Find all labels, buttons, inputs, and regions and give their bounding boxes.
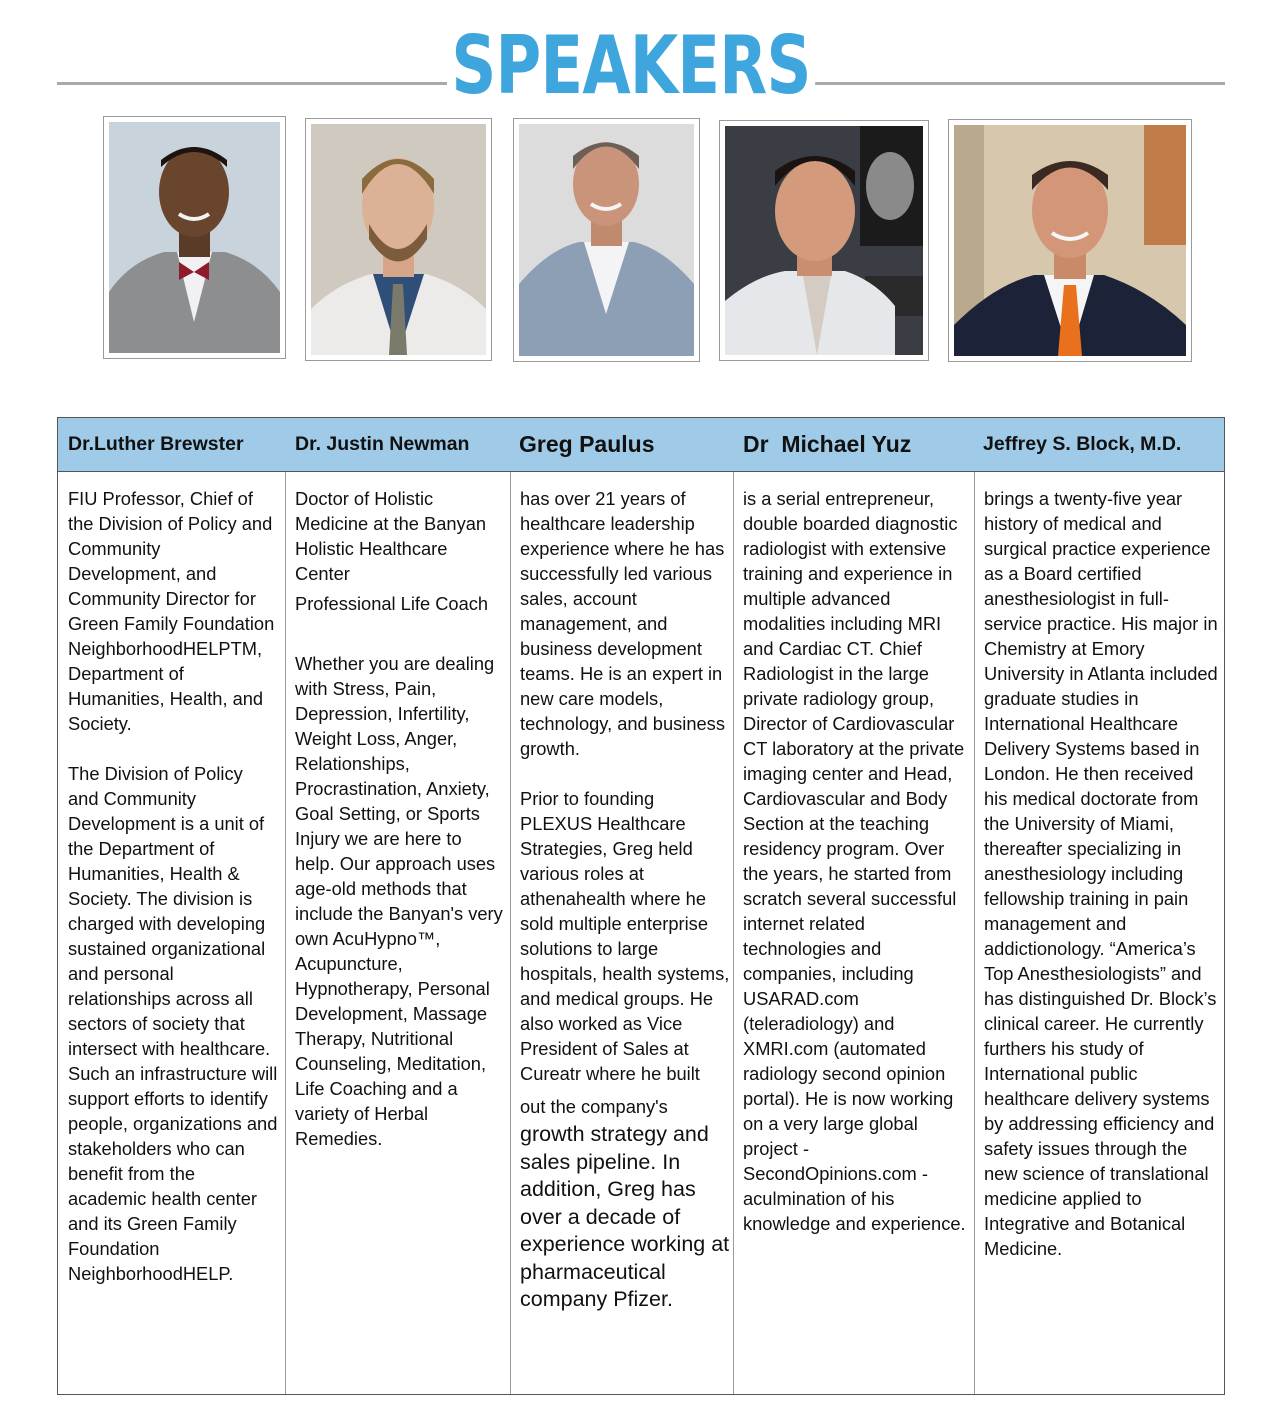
bio-paragraph: FIU Professor, Chief of the Division of Policy and Community Development, and Community Director for Green Family Foundation NeighborhoodHELPTM, Department of Humanities, Health, and Society. (68, 488, 275, 734)
bio-paragraph: is a serial entrepreneur, double boarded diagnostic radiologist with extensive training and experience in multiple advanced modalities including MRI and Cardiac CT. Chief Radiologist in the large private radiology group, Director of Cardiovascular CT laboratory at the private imaging center and Head, Cardiovascular and Body Section at the teaching residency program. Over the years, he started from scratch several successful internet related technologies and companies, including USARAD.com (teleradiology) and XMRI.com (automated radiology second opinion portal). He is now working on a very large global project - SecondOpinions.com - aculmination of his knowledge and experience. (743, 488, 966, 1234)
photo-luther-brewster (103, 116, 286, 359)
bio-paragraph: out the company's (520, 1096, 668, 1117)
bio-greg-paulus (520, 486, 730, 1314)
photo-greg-paulus (513, 118, 700, 362)
page-title-text: SPEAKERS (447, 19, 816, 112)
bio-justin-newman (295, 486, 505, 1151)
bio-paragraph: Prior to founding PLEXUS Healthcare Strategies, Greg held various roles at athenahealth where he sold multiple enterprise solutions to large hospitals, health systems, and medical groups. He also worked as Vice President of Sales at Cureatr where he built (520, 788, 730, 1084)
speaker-name-greg-paulus: Greg Paulus (519, 431, 655, 457)
speakers-table (57, 417, 1225, 1395)
portrait-icon (954, 125, 1186, 356)
photo-jeffrey-block (948, 119, 1192, 362)
bio-paragraph: Professional Life Coach (295, 593, 489, 614)
column-divider (510, 472, 511, 1394)
photo-michael-yuz (719, 120, 929, 361)
column-divider (285, 472, 286, 1394)
bio-luther-brewster (68, 486, 278, 1286)
speaker-name-michael-yuz: Dr Michael Yuz (743, 431, 912, 457)
speaker-name-luther-brewster: Dr.Luther Brewster (68, 433, 244, 455)
portrait-icon (109, 122, 280, 353)
speaker-name-jeffrey-block: Jeffrey S. Block, M.D. (983, 433, 1182, 455)
bio-michael-yuz (743, 486, 969, 1236)
bio-paragraph: Whether you are dealing with Stress, Pain, Depression, Infertility, Weight Loss, Anger, Relationships, Procrastination, Anxiety, Goal Setting, or Sports Injury we are here to help. Our approach uses age-old methods that include the Banyan's very own AcuHypno™, Acupuncture, Hypnotherapy, Personal Development, Massage Therapy, Nutritional Counseling, Meditation, Life Coaching and a variety of Herbal Remedies. (295, 653, 503, 1149)
portrait-icon (725, 126, 923, 355)
table-header-row (58, 418, 1224, 472)
portrait-icon (311, 124, 486, 355)
bio-paragraph: has over 21 years of healthcare leadership experience where he has successfully led various sales, account management, and business development teams. He is an expert in new care models, technology, and business growth. (520, 488, 725, 759)
photo-justin-newman (305, 118, 492, 361)
bio-paragraph: growth strategy and sales pipeline. In addition, Greg has over a decade of experience working at pharmaceutical company Pfizer. (520, 1122, 730, 1311)
portrait-icon (519, 124, 694, 356)
bio-paragraph: The Division of Policy and Community Development is a unit of the Department of Humanities, Health & Society. The division is charged with developing sustained organizational and personal relationships across all sectors of society that intersect with healthcare. Such an infrastructure will support efforts to identify people, organizations and stakeholders who can benefit from the academic health center and its Green Family Foundation NeighborhoodHELP. (68, 763, 278, 1284)
column-divider (733, 472, 734, 1394)
bio-jeffrey-block (984, 486, 1220, 1261)
column-divider (974, 472, 975, 1394)
bio-paragraph: brings a twenty-five year history of medical and surgical practice experience as a Board certified anesthesiologist in full-service practice. His major in Chemistry at Emory University in Atlanta included graduate studies in International Healthcare Delivery Systems based in London. He then received his medical doctorate from the University of Miami, thereafter specializing in anesthesiology including fellowship training in pain management and addictionology. “America’s Top Anesthesiologists” and has distinguished Dr. Block’s clinical career. He currently furthers his study of International public healthcare delivery systems by addressing efficiency and safety issues through the new science of translational medicine applied to Integrative and Botanical Medicine. (984, 488, 1218, 1259)
page-title (136, 18, 1127, 114)
title-area (0, 0, 1270, 112)
speaker-name-justin-newman: Dr. Justin Newman (295, 433, 470, 455)
bio-paragraph: Doctor of Holistic Medicine at the Banyan Holistic Healthcare Center (295, 488, 487, 584)
